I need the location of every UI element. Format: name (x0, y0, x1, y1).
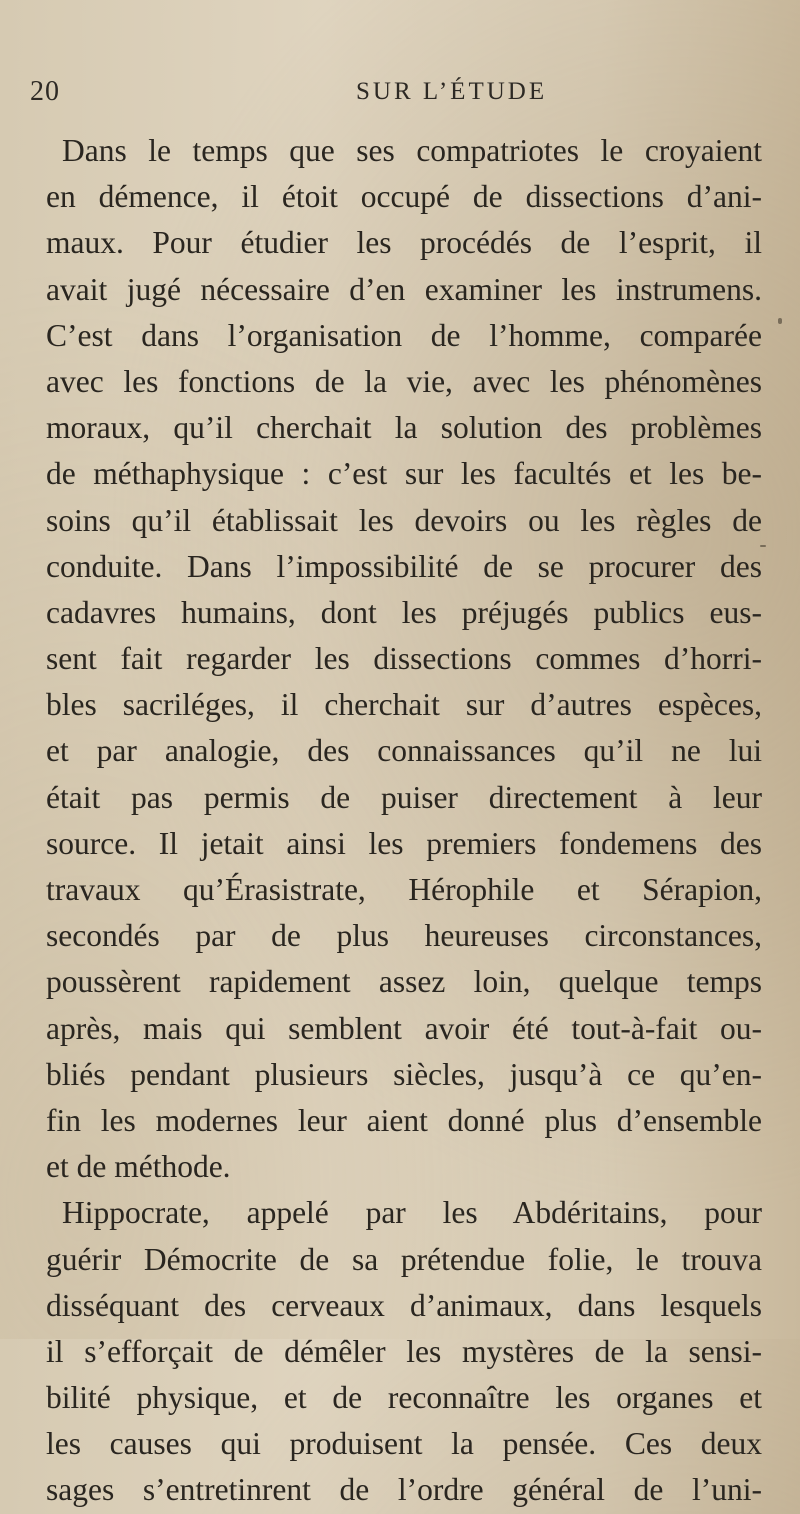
paragraph-2 (46, 1190, 762, 1513)
text-line: conduite. Dans l’impossibilité de se procurer des (46, 548, 762, 584)
text-line: et par analogie, des connaissances qu’il ne lui (46, 733, 762, 769)
text-line: avec les fonctions de la vie, avec les phénomènes (46, 363, 762, 399)
body-text (46, 128, 762, 1514)
text-line: Hippocrate, appelé par les Abdéritains, pour (62, 1195, 762, 1231)
text-line: cadavres humains, dont les préjugés publics eus- (46, 594, 762, 630)
text-line: source. Il jetait ainsi les premiers fondemens des (46, 825, 762, 861)
text-line: sent fait regarder les dissections commes d’horri- (46, 641, 762, 677)
text-line: bilité physique, et de reconnaître les organes et (46, 1380, 762, 1416)
text-line: moraux, qu’il cherchait la solution des problèmes (46, 410, 762, 446)
text-line: disséquant des cerveaux d’animaux, dans lesquels (46, 1287, 762, 1323)
text-line: il s’efforçait de démêler les mystères de la sensi- (46, 1333, 762, 1369)
paper-speck (778, 318, 782, 324)
text-line: C’est dans l’organisation de l’homme, comparée (46, 317, 762, 353)
text-line: était pas permis de puiser directement à leur (46, 779, 762, 815)
text-line: secondés par de plus heureuses circonstances, (46, 918, 762, 954)
text-line: soins qu’il établissait les devoirs ou les règles de (46, 502, 762, 538)
paragraph-1 (46, 128, 762, 1190)
text-line: Dans le temps que ses compatriotes le croyaient (62, 133, 762, 168)
text-line: poussèrent rapidement assez loin, quelque temps (46, 964, 762, 1000)
text-line: bliés pendant plusieurs siècles, jusqu’à ce qu’en- (46, 1056, 762, 1092)
text-line: avait jugé nécessaire d’en examiner les instrumens. (46, 271, 762, 307)
running-head (30, 76, 770, 112)
text-line: de méthaphysique : c’est sur les facultés et les be- (46, 456, 762, 492)
text-line: sages s’entretinrent de l’ordre général de l’uni- (46, 1472, 762, 1508)
text-line: en démence, il étoit occupé de dissections d’ani- (46, 179, 762, 215)
paper-speck (760, 545, 766, 547)
text-line: maux. Pour étudier les procédés de l’esprit, il (46, 225, 762, 261)
text-line: après, mais qui semblent avoir été tout-à-fait ou- (46, 1010, 762, 1046)
text-line: et de méthode. (46, 1149, 231, 1185)
text-line: fin les modernes leur aient donné plus d’ensemble (46, 1102, 762, 1138)
page-number: 20 (30, 76, 60, 107)
text-line: bles sacriléges, il cherchait sur d’autres espèces, (46, 687, 762, 723)
text-line: guérir Démocrite de sa prétendue folie, le trouva (46, 1241, 762, 1277)
text-line: les causes qui produisent la pensée. Ces deux (46, 1426, 762, 1462)
text-line: travaux qu’Érasistrate, Hérophile et Sérapion, (46, 872, 762, 907)
running-title: SUR L’ÉTUDE (356, 78, 548, 105)
